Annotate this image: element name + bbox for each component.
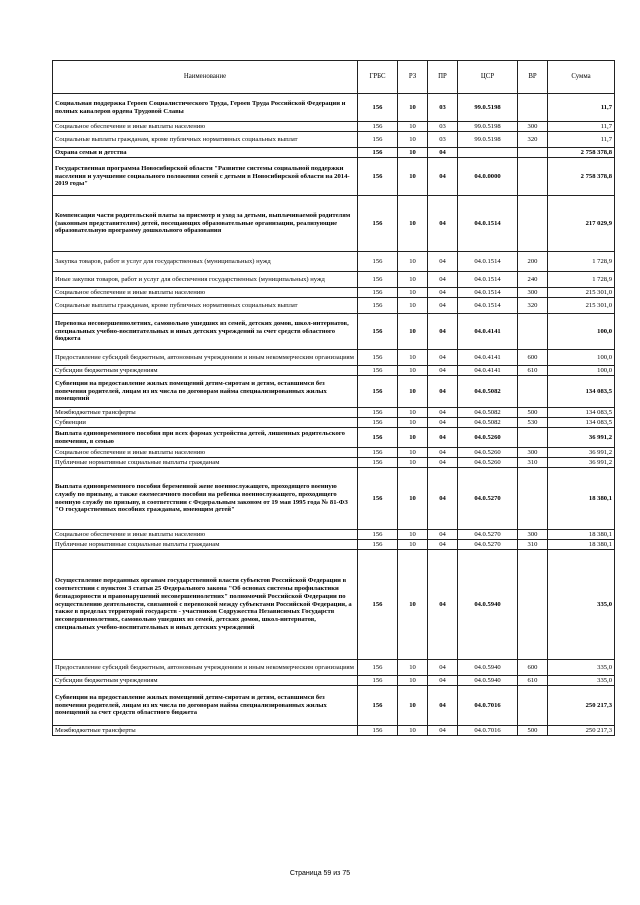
cell-csr: 04.0.5270 [458, 468, 518, 530]
cell-pr: 04 [428, 418, 458, 428]
table-row [53, 540, 615, 550]
cell-rz: 10 [398, 428, 428, 448]
cell-name: Субвенции на предоставление жилых помещений детям-сиротам и детям, оставшимся без попечения родителей, лицам из их числа по договорам найма специализированных жилых помещений [53, 376, 358, 408]
header-name: Наименование [53, 61, 358, 94]
cell-pr: 04 [428, 458, 458, 468]
cell-sum: 250 217,3 [548, 726, 615, 736]
cell-rz: 10 [398, 122, 428, 132]
cell-rz: 10 [398, 458, 428, 468]
table-row [53, 726, 615, 736]
cell-name: Субвенции [53, 418, 358, 428]
cell-pr: 04 [428, 540, 458, 550]
cell-grbs: 156 [358, 148, 398, 158]
table-row [53, 448, 615, 458]
cell-rz: 10 [398, 660, 428, 676]
table-row [53, 196, 615, 252]
cell-sum: 11,7 [548, 94, 615, 122]
cell-name: Публичные нормативные социальные выплаты гражданам [53, 458, 358, 468]
cell-rz: 10 [398, 288, 428, 298]
cell-sum: 250 217,3 [548, 686, 615, 726]
cell-name: Охрана семьи и детства [53, 148, 358, 158]
cell-vr: 500 [518, 726, 548, 736]
cell-csr: 04.0.5270 [458, 530, 518, 540]
cell-name: Осуществление переданных органам государственной власти субъектов Российской Федерации в соответствии с пунктом 3 статьи 25 Федерального закона "Об основах системы профилактики безнадзорности и правонарушений несовершеннолетних" полномочий Российской Федерации по осуществлению деятельности, связанной с перевозкой между субъектами Российской Федерации, а также в пределах территорий государств - участников Содружества Независимых Государств несовершеннолетних, самовольно ушедших из семей, детских домов, школ-интернатов, специальных учебно-воспитательных и иных детских учреждений [53, 550, 358, 660]
cell-sum: 18 380,1 [548, 468, 615, 530]
cell-rz: 10 [398, 676, 428, 686]
cell-vr: 530 [518, 418, 548, 428]
cell-name: Социальное обеспечение и иные выплаты населению [53, 122, 358, 132]
cell-csr: 99.0.5198 [458, 94, 518, 122]
cell-rz: 10 [398, 298, 428, 314]
table-body [53, 94, 615, 736]
table-row [53, 418, 615, 428]
table-row [53, 376, 615, 408]
cell-vr [518, 376, 548, 408]
cell-rz: 10 [398, 408, 428, 418]
cell-grbs: 156 [358, 676, 398, 686]
table-row [53, 252, 615, 272]
cell-vr: 320 [518, 298, 548, 314]
cell-name: Предоставление субсидий бюджетным, автономным учреждениям и иным некоммерческим организациям [53, 660, 358, 676]
cell-csr: 04.0.7016 [458, 726, 518, 736]
header-vr: ВР [518, 61, 548, 94]
cell-sum: 134 083,5 [548, 418, 615, 428]
table-row [53, 408, 615, 418]
cell-pr: 04 [428, 408, 458, 418]
cell-rz: 10 [398, 158, 428, 196]
table-row [53, 660, 615, 676]
cell-sum: 100,0 [548, 314, 615, 350]
cell-vr [518, 428, 548, 448]
cell-rz: 10 [398, 418, 428, 428]
table-row [53, 458, 615, 468]
cell-name: Перевозка несовершеннолетних, самовольно ушедших из семей, детских домов, школ-интернатов, специальных учебно-воспитательных и иных детских учреждений за счет средств областного бюджета [53, 314, 358, 350]
cell-name: Публичные нормативные социальные выплаты гражданам [53, 540, 358, 550]
table-row [53, 686, 615, 726]
cell-grbs: 156 [358, 458, 398, 468]
cell-name: Субвенции на предоставление жилых помещений детям-сиротам и детям, оставшимся без попечения родителей, лицам из их числа по договорам найма специализированных жилых помещений за счет средств областного бюджета [53, 686, 358, 726]
cell-name: Социальное обеспечение и иные выплаты населению [53, 448, 358, 458]
cell-csr: 04.0.5270 [458, 540, 518, 550]
cell-vr: 600 [518, 350, 548, 366]
cell-grbs: 156 [358, 158, 398, 196]
cell-vr [518, 314, 548, 350]
cell-sum: 1 728,9 [548, 272, 615, 288]
cell-vr [518, 148, 548, 158]
cell-grbs: 156 [358, 288, 398, 298]
cell-csr: 04.0.1514 [458, 288, 518, 298]
cell-csr: 04.0.5260 [458, 448, 518, 458]
cell-grbs: 156 [358, 314, 398, 350]
cell-csr: 04.0.1514 [458, 272, 518, 288]
cell-name: Социальное обеспечение и иные выплаты населению [53, 288, 358, 298]
cell-rz: 10 [398, 314, 428, 350]
cell-grbs: 156 [358, 376, 398, 408]
cell-pr: 04 [428, 468, 458, 530]
cell-grbs: 156 [358, 196, 398, 252]
cell-pr: 03 [428, 132, 458, 148]
cell-sum: 18 380,1 [548, 540, 615, 550]
cell-pr: 04 [428, 252, 458, 272]
cell-name: Закупка товаров, работ и услуг для государственных (муниципальных) нужд [53, 252, 358, 272]
cell-sum: 100,0 [548, 350, 615, 366]
cell-rz: 10 [398, 550, 428, 660]
cell-csr: 04.0.5260 [458, 428, 518, 448]
cell-pr: 04 [428, 350, 458, 366]
cell-name: Социальные выплаты гражданам, кроме публичных нормативных социальных выплат [53, 132, 358, 148]
cell-grbs: 156 [358, 252, 398, 272]
cell-csr [458, 148, 518, 158]
header-sum: Сумма [548, 61, 615, 94]
cell-pr: 04 [428, 158, 458, 196]
cell-pr: 04 [428, 288, 458, 298]
cell-vr: 200 [518, 252, 548, 272]
cell-csr: 04.0.1514 [458, 196, 518, 252]
header-csr: ЦСР [458, 61, 518, 94]
cell-pr: 03 [428, 94, 458, 122]
cell-csr: 04.0.4141 [458, 314, 518, 350]
cell-sum: 215 301,0 [548, 288, 615, 298]
cell-sum: 18 380,1 [548, 530, 615, 540]
table-row [53, 94, 615, 122]
cell-csr: 04.0.4141 [458, 366, 518, 376]
cell-name: Социальная поддержка Героев Социалистического Труда, Героев Труда Российской Федерации и полных кавалеров ордена Трудовой Славы [53, 94, 358, 122]
cell-name: Иные закупки товаров, работ и услуг для обеспечения государственных (муниципальных) нужд [53, 272, 358, 288]
table-row [53, 132, 615, 148]
cell-pr: 04 [428, 314, 458, 350]
cell-grbs: 156 [358, 272, 398, 288]
cell-vr [518, 468, 548, 530]
cell-pr: 04 [428, 366, 458, 376]
table-row [53, 148, 615, 158]
cell-pr: 04 [428, 148, 458, 158]
cell-vr: 320 [518, 132, 548, 148]
cell-vr: 300 [518, 530, 548, 540]
cell-vr: 610 [518, 676, 548, 686]
cell-grbs: 156 [358, 408, 398, 418]
table-row [53, 428, 615, 448]
cell-name: Межбюджетные трансферты [53, 408, 358, 418]
cell-vr: 300 [518, 122, 548, 132]
cell-grbs: 156 [358, 660, 398, 676]
cell-pr: 04 [428, 530, 458, 540]
cell-vr: 610 [518, 366, 548, 376]
cell-vr [518, 94, 548, 122]
cell-rz: 10 [398, 448, 428, 458]
cell-sum: 36 991,2 [548, 458, 615, 468]
cell-csr: 04.0.1514 [458, 252, 518, 272]
cell-grbs: 156 [358, 530, 398, 540]
header-grbs: ГРБС [358, 61, 398, 94]
cell-rz: 10 [398, 272, 428, 288]
cell-csr: 04.0.5940 [458, 550, 518, 660]
cell-csr: 04.0.4141 [458, 350, 518, 366]
cell-sum: 134 083,5 [548, 408, 615, 418]
cell-grbs: 156 [358, 448, 398, 458]
cell-vr: 300 [518, 288, 548, 298]
cell-name: Предоставление субсидий бюджетным, автономным учреждениям и иным некоммерческим организациям [53, 350, 358, 366]
cell-rz: 10 [398, 94, 428, 122]
cell-pr: 04 [428, 298, 458, 314]
cell-name: Выплата единовременного пособия при всех формах устройства детей, лишенных родительского попечения, в семью [53, 428, 358, 448]
cell-csr: 04.0.7016 [458, 686, 518, 726]
cell-csr: 04.0.5260 [458, 458, 518, 468]
cell-vr: 240 [518, 272, 548, 288]
cell-name: Субсидии бюджетным учреждениям [53, 676, 358, 686]
cell-vr [518, 196, 548, 252]
cell-rz: 10 [398, 530, 428, 540]
cell-grbs: 156 [358, 350, 398, 366]
cell-sum: 2 758 378,8 [548, 158, 615, 196]
cell-grbs: 156 [358, 540, 398, 550]
cell-name: Социальные выплаты гражданам, кроме публичных нормативных социальных выплат [53, 298, 358, 314]
cell-vr [518, 550, 548, 660]
cell-grbs: 156 [358, 122, 398, 132]
cell-sum: 100,0 [548, 366, 615, 376]
cell-sum: 36 991,2 [548, 448, 615, 458]
cell-sum: 1 728,9 [548, 252, 615, 272]
cell-rz: 10 [398, 132, 428, 148]
cell-vr [518, 686, 548, 726]
header-row [53, 61, 615, 94]
cell-pr: 03 [428, 122, 458, 132]
cell-csr: 99.0.5198 [458, 122, 518, 132]
cell-rz: 10 [398, 540, 428, 550]
cell-rz: 10 [398, 350, 428, 366]
cell-name: Субсидии бюджетным учреждениям [53, 366, 358, 376]
cell-grbs: 156 [358, 428, 398, 448]
cell-rz: 10 [398, 726, 428, 736]
cell-rz: 10 [398, 252, 428, 272]
table-row [53, 550, 615, 660]
cell-name: Выплата единовременного пособия беременной жене военнослужащего, проходящего военную службу по призыву, а также ежемесячного пособия на ребенка военнослужащего, проходящего военную службу по призыву, в соответствии с Федеральным законом от 19 мая 1995 года № 81-ФЗ "О государственных пособиях гражданам, имеющим детей" [53, 468, 358, 530]
cell-rz: 10 [398, 148, 428, 158]
table-row [53, 122, 615, 132]
cell-sum: 2 758 378,8 [548, 148, 615, 158]
cell-grbs: 156 [358, 686, 398, 726]
cell-sum: 11,7 [548, 122, 615, 132]
cell-csr: 04.0.5082 [458, 376, 518, 408]
header-pr: ПР [428, 61, 458, 94]
table-row [53, 314, 615, 350]
cell-csr: 04.0.5940 [458, 660, 518, 676]
page-number: Страница 59 из 75 [289, 870, 351, 877]
cell-vr: 310 [518, 540, 548, 550]
table-row [53, 366, 615, 376]
cell-pr: 04 [428, 196, 458, 252]
table-row [53, 158, 615, 196]
cell-grbs: 156 [358, 366, 398, 376]
cell-csr: 04.0.5940 [458, 676, 518, 686]
cell-grbs: 156 [358, 418, 398, 428]
cell-vr: 500 [518, 408, 548, 418]
cell-vr: 300 [518, 448, 548, 458]
cell-rz: 10 [398, 196, 428, 252]
cell-pr: 04 [428, 726, 458, 736]
cell-grbs: 156 [358, 550, 398, 660]
cell-rz: 10 [398, 376, 428, 408]
table-row [53, 298, 615, 314]
cell-vr [518, 158, 548, 196]
header-rz: РЗ [398, 61, 428, 94]
cell-pr: 04 [428, 676, 458, 686]
table-row [53, 530, 615, 540]
cell-csr: 04.0.1514 [458, 298, 518, 314]
cell-pr: 04 [428, 428, 458, 448]
cell-name: Государственная программа Новосибирской области "Развитие системы социальной поддержки населения и улучшение социального положения семей с детьми в Новосибирской области на 2014-2019 годы" [53, 158, 358, 196]
cell-sum: 11,7 [548, 132, 615, 148]
cell-grbs: 156 [358, 132, 398, 148]
table-row [53, 468, 615, 530]
cell-rz: 10 [398, 686, 428, 726]
cell-grbs: 156 [358, 94, 398, 122]
cell-csr: 04.0.5082 [458, 408, 518, 418]
table-row [53, 676, 615, 686]
cell-pr: 04 [428, 448, 458, 458]
cell-rz: 10 [398, 366, 428, 376]
cell-sum: 217 029,9 [548, 196, 615, 252]
budget-table [52, 60, 615, 736]
cell-pr: 04 [428, 272, 458, 288]
cell-grbs: 156 [358, 726, 398, 736]
cell-vr: 600 [518, 660, 548, 676]
cell-name: Межбюджетные трансферты [53, 726, 358, 736]
cell-name: Социальное обеспечение и иные выплаты населению [53, 530, 358, 540]
table-row [53, 272, 615, 288]
cell-sum: 134 083,5 [548, 376, 615, 408]
cell-csr: 04.0.5082 [458, 418, 518, 428]
cell-sum: 335,0 [548, 676, 615, 686]
cell-name: Компенсация части родительской платы за присмотр и уход за детьми, выплачиваемой родителям (законным представителям) детей, посещающих образовательные организации, реализующие образовательную программу дошкольного образования [53, 196, 358, 252]
cell-pr: 04 [428, 660, 458, 676]
cell-grbs: 156 [358, 298, 398, 314]
table-row [53, 288, 615, 298]
cell-pr: 04 [428, 376, 458, 408]
cell-vr: 310 [518, 458, 548, 468]
cell-csr: 04.0.0000 [458, 158, 518, 196]
cell-pr: 04 [428, 550, 458, 660]
cell-csr: 99.0.5198 [458, 132, 518, 148]
table-row [53, 350, 615, 366]
cell-rz: 10 [398, 468, 428, 530]
cell-grbs: 156 [358, 468, 398, 530]
cell-sum: 335,0 [548, 550, 615, 660]
cell-sum: 36 991,2 [548, 428, 615, 448]
cell-sum: 215 301,0 [548, 298, 615, 314]
cell-pr: 04 [428, 686, 458, 726]
cell-sum: 335,0 [548, 660, 615, 676]
